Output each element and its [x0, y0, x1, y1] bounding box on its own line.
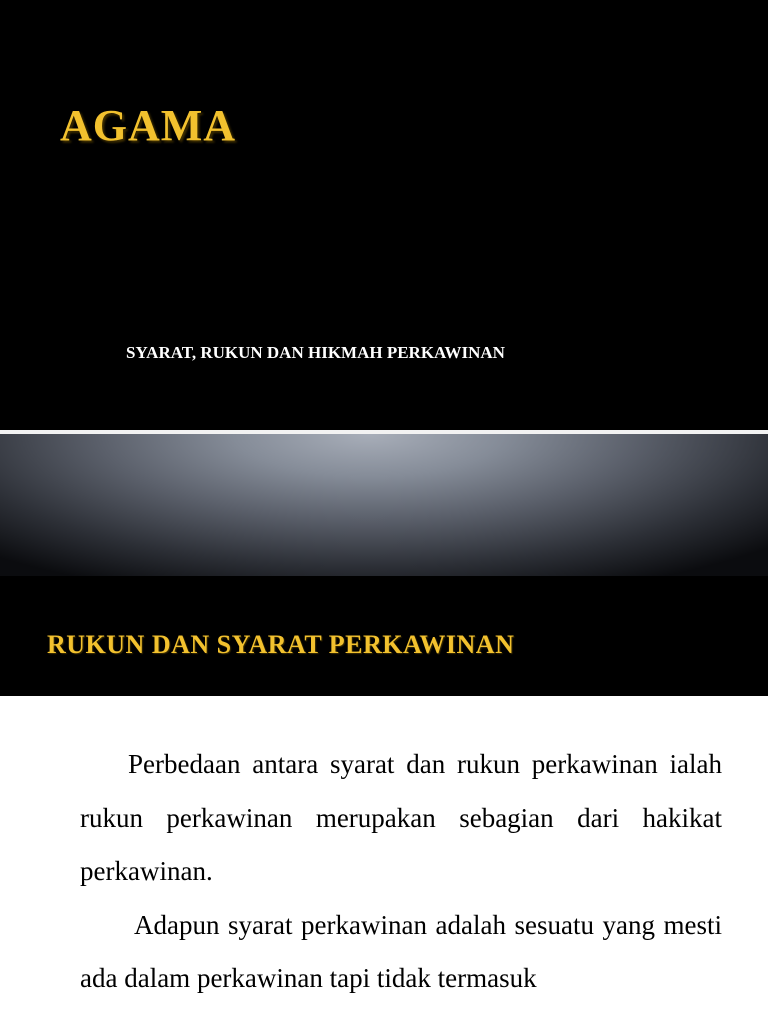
body-paragraph: Perbedaan antara syarat dan rukun perkawinan ialah rukun perkawinan merupakan sebagian dari hakikat perkawinan.	[80, 749, 722, 886]
slide-title	[0, 0, 768, 430]
slide-subtitle: SYARAT, RUKUN DAN HIKMAH PERKAWINAN	[126, 343, 505, 362]
body-text	[80, 738, 722, 1006]
body-paragraph: Adapun syarat perkawinan adalah sesuatu yang mesti ada dalam perkawinan tapi tidak termasuk	[80, 909, 722, 993]
slide-body	[0, 700, 768, 1024]
slide-section-header	[0, 434, 768, 696]
section-title: RUKUN DAN SYARAT PERKAWINAN	[47, 630, 515, 659]
slide-main-title: AGAMA	[60, 101, 237, 150]
gradient-banner	[0, 434, 768, 576]
